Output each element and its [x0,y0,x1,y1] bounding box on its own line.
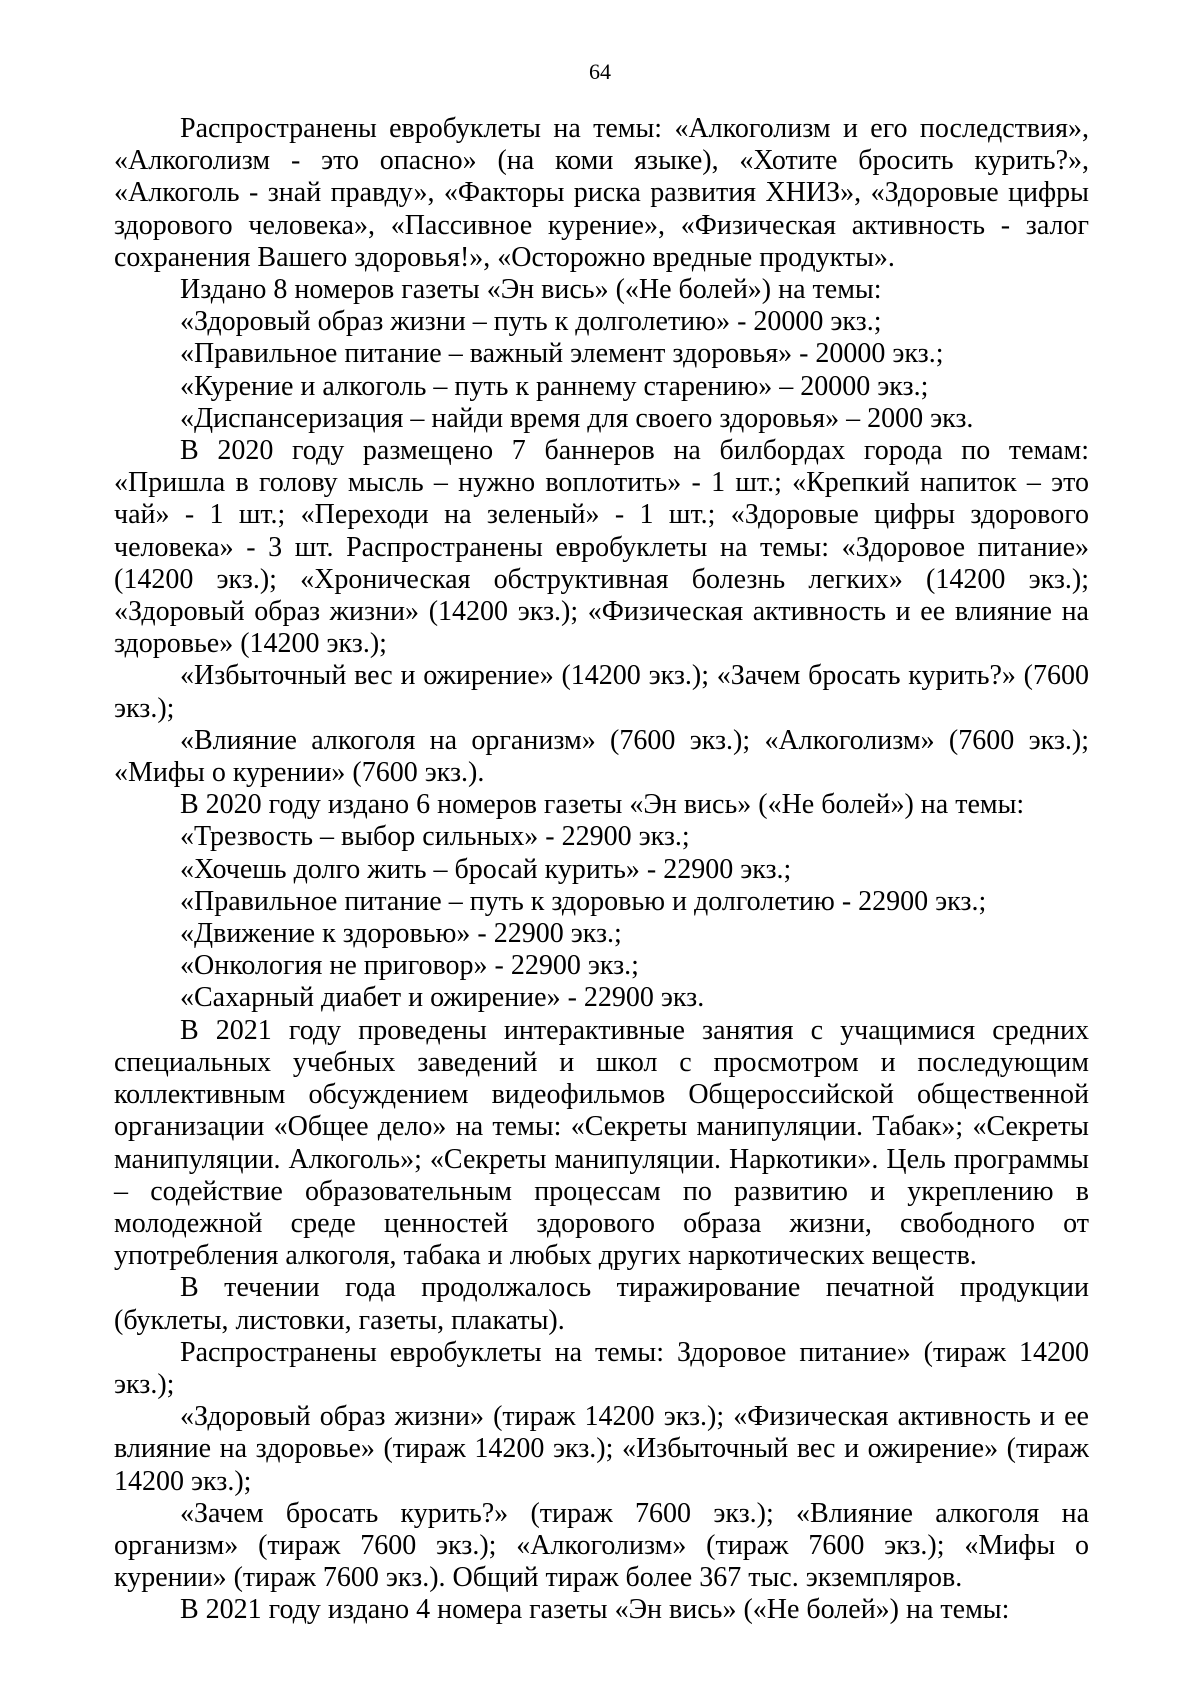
paragraph: «Сахарный диабет и ожирение» - 22900 экз. [180,982,705,1014]
paragraph: «Хочешь долго жить – бросай курить» - 22900 экз.; [180,853,792,885]
paragraph: «Трезвость – выбор сильных» - 22900 экз.; [180,821,690,853]
paragraph: В 2020 году размещено 7 баннеров на билбордах города по темам: «Пришла в голову мысль – нужно воплотить» - 1 шт.; «Крепкий напиток – это чай» - 1 шт.; «Переходи на зеленый» - 1 шт.; «Здоровые цифры здорового человека» - 3 шт. Распространены евробуклеты на темы: «Здоровое питание» (14200 экз.); «Хроническая обструктивная болезнь легких» (14200 экз.); «Здоровый образ жизни» (14200 экз.); «Физическая активность и ее влияние на здоровье» (14200 экз.); [114,435,1089,660]
paragraph: В 2021 году издано 4 номера газеты «Эн вись» («Не болей») на темы: [180,1594,1010,1626]
paragraph: «Правильное питание – путь к здоровью и долголетию - 22900 экз.; [180,885,987,917]
paragraph: В 2020 году издано 6 номеров газеты «Эн вись» («Не болей») на темы: [180,789,1025,821]
page-number: 64 [589,59,611,84]
paragraph: «Курение и алкоголь – путь к раннему старению» – 20000 экз.; [180,370,929,402]
paragraph: Распространены евробуклеты на темы: Здоровое питание» (тираж 14200 экз.); [114,1336,1089,1400]
paragraph: «Правильное питание – важный элемент здоровья» - 20000 экз.; [180,338,944,370]
paragraph: «Влияние алкоголя на организм» (7600 экз.); «Алкоголизм» (7600 экз.); «Мифы о курении» (7600 экз.). [114,724,1089,789]
paragraph: В течении года продолжалось тиражирование печатной продукции (буклеты, листовки, газеты, плакаты). [114,1272,1089,1336]
document-body [114,113,1089,1627]
paragraph: Издано 8 номеров газеты «Эн вись» («Не болей») на темы: [180,274,882,306]
paragraph: «Здоровый образ жизни – путь к долголетию» - 20000 экз.; [180,306,882,338]
paragraph: «Здоровый образ жизни» (тираж 14200 экз.); «Физическая активность и ее влияние на здоровье» (тираж 14200 экз.); «Избыточный вес и ожирение» (тираж 14200 экз.); [114,1401,1089,1497]
paragraph: «Избыточный вес и ожирение» (14200 экз.); «Зачем бросать курить?» (7600 экз.); [114,660,1089,724]
paragraph: «Диспансеризация – найди время для своего здоровья» – 2000 экз. [180,402,974,434]
paragraph: «Зачем бросать курить?» (тираж 7600 экз.); «Влияние алкоголя на организм» (тираж 7600 экз.); «Алкоголизм» (тираж 7600 экз.); «Мифы о курении» (тираж 7600 экз.). Общий тираж более 367 тыс. экземпляров. [114,1497,1089,1594]
paragraph: Распространены евробуклеты на темы: «Алкоголизм и его последствия», «Алкоголизм - это опасно» (на коми языке), «Хотите бросить курить?», «Алкоголь - знай правду», «Факторы риска развития ХНИЗ», «Здоровые цифры здорового человека», «Пассивное курение», «Физическая активность - залог сохранения Вашего здоровья!», «Осторожно вредные продукты». [114,113,1089,273]
paragraph: «Движение к здоровью» - 22900 экз.; [180,918,622,950]
paragraph: «Онкология не приговор» - 22900 экз.; [180,950,639,982]
paragraph: В 2021 году проведены интерактивные занятия с учащимися средних специальных учебных заведений и школ с просмотром и последующим коллективным обсуждением видеофильмов Общероссийской общественной организации «Общее дело» на темы: «Секреты манипуляции. Табак»; «Секреты манипуляции. Алкоголь»; «Секреты манипуляции. Наркотики». Цель программы – содействие образовательным процессам по развитию и укреплению в молодежной среде ценностей здорового образа жизни, свободного от употребления алкоголя, табака и любых других наркотических веществ. [114,1014,1089,1272]
